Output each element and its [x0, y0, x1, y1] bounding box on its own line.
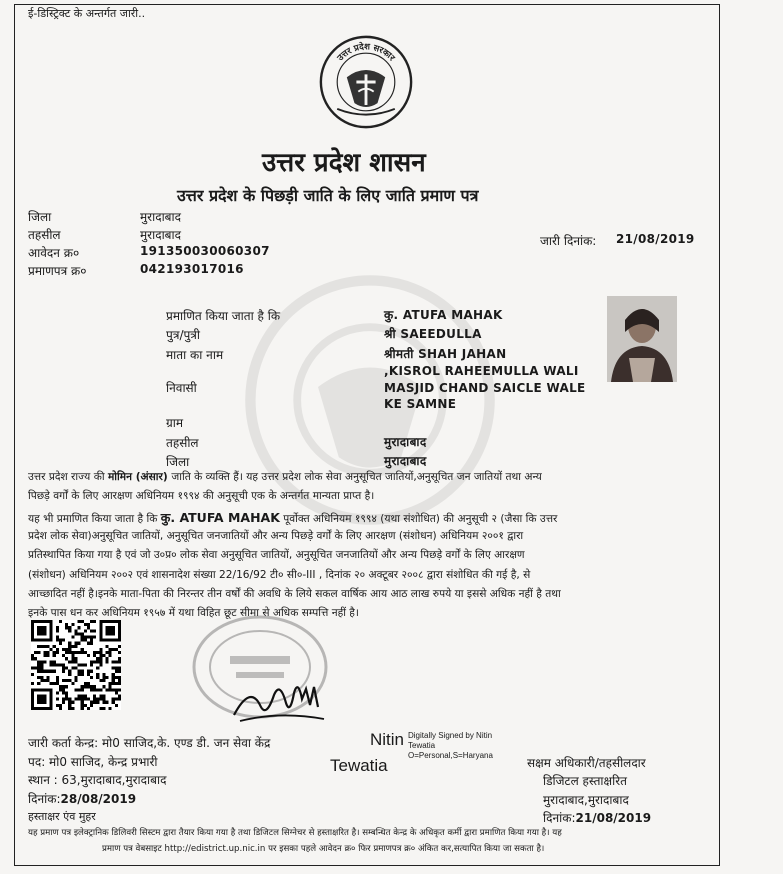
digital-sign-name-2: Tewatia — [330, 756, 388, 775]
paragraph-certify-line-6: इनके पास धन कर अधिनियम १९५७ में यथा विहित छूट सीमा से अधिक सम्पत्ति नहीं है। — [28, 607, 359, 619]
issuer-date-label: दिनांक: — [28, 792, 61, 806]
caste-name: मोमिन — [107, 471, 132, 483]
address-line-1: ,KISROL RAHEEMULLA WALI — [384, 364, 579, 378]
address-line-2: MASJID CHAND SAICLE WALE — [384, 381, 586, 395]
applicant-name: कु. ATUFA MAHAK — [384, 308, 503, 322]
issuer-post: पद: मो0 साजिद, केन्द्र प्रभारी — [28, 755, 158, 769]
village-label: ग्राम — [166, 416, 184, 430]
district-value: मुरादाबाद — [384, 454, 427, 468]
resident-label: निवासी — [166, 381, 197, 395]
paragraph-certify-line-3: प्रतिस्थापित किया गया है एवं जो उ०प्र० लोक सेवा अनुसूचित जातियों, अनुसूचित जनजातियों और अन्य पिछड़े वर्गों के लिए आरक्षण — [28, 549, 525, 561]
tehsil-value: मुरादाबाद — [384, 435, 427, 449]
issuer-place: स्थान : 63,मुरादाबाद,मुरादाबाद — [28, 773, 167, 787]
top-note: ई-डिस्ट्रिक्ट के अन्तर्गत जारी.. — [28, 7, 146, 20]
paragraph-certify-line-2: प्रदेश लोक सेवा)अनुसूचित जातियों, अनुसूचित जनजातियों और अन्य पिछड़े वर्गों के लिए आरक्षण (संशोधन) अधिनियम २००१ द्वारा — [28, 530, 524, 542]
footer-line-1: यह प्रमाण पत्र इलेक्ट्रानिक डिलिवरी सिस्टम द्वारा तैयार किया गया है तथा डिजिटल सिग्नेचर से हस्ताक्षरित है। सम्बन्धित केन्द्र के अधिकृत कर्मी द्वारा प्रमाणित किया गया है। यह — [28, 828, 562, 838]
para1-prefix: उत्तर प्रदेश राज्य की — [28, 471, 108, 483]
tehsil-label: तहसील — [166, 436, 199, 450]
digital-sign-signed-by-2: Tewatia — [408, 741, 436, 750]
issuer-signature-icon — [230, 675, 330, 730]
field-value-application-no: 191350030060307 — [140, 244, 270, 258]
paragraph-caste-line-1 — [28, 468, 710, 487]
paragraph-caste-line-2: पिछड़े वर्गों के लिए आरक्षण अधिनियम १९९४ की अनुसूची एक के अन्तर्गत मान्यता प्राप्त है। — [28, 490, 375, 502]
digital-sign-org: O=Personal,S=Haryana — [408, 751, 493, 760]
field-value-certificate-no: 042193017016 — [140, 262, 244, 276]
svg-text:उत्तर प्रदेश सरकार: उत्तर प्रदेश सरकार — [335, 42, 397, 64]
mother-name: श्रीमती SHAH JAHAN — [384, 347, 507, 361]
certificate-subtitle: उत्तर प्रदेश के पिछड़ी जाति के लिए जाति प्रमाण पत्र — [177, 186, 479, 205]
up-government-emblem-icon — [318, 34, 414, 130]
qr-code — [31, 620, 121, 710]
field-label-application-no: आवेदन क्र० — [28, 246, 80, 260]
relation-label: पुत्र/पुत्री — [166, 328, 201, 342]
authority-date-label: दिनांक: — [543, 811, 576, 825]
issuer-date — [28, 790, 136, 807]
field-label-certificate-no: प्रमाणपत्र क्र० — [28, 264, 87, 278]
caste-parenthetical: (अंसार) — [132, 471, 172, 483]
para2-suffix: पूर्वोक्त अधिनियम १९९४ (यथा संशोधित) की अनुसूची २ (जैसा कि उत्तर — [279, 513, 558, 525]
field-value-tehsil: मुरादाबाद — [140, 228, 182, 242]
issuer-date-value: 28/08/2019 — [60, 792, 137, 806]
issue-date-value: 21/08/2019 — [616, 232, 695, 246]
page-title: उत्तर प्रदेश शासन — [262, 148, 426, 178]
district-label: जिला — [166, 455, 190, 469]
father-name: श्री SAEEDULLA — [384, 327, 482, 341]
paragraph-certify-line-1 — [28, 508, 710, 529]
authority-place: मुरादाबाद,मुरादाबाद — [543, 793, 629, 807]
digital-sign-signed-by: Digitally Signed by Nitin — [408, 731, 493, 740]
mother-label: माता का नाम — [166, 348, 224, 362]
paragraph-certify-line-4: (संशोधन) अधिनियम २००२ एवं शासनादेश संख्या 22/16/92 टी० सी०-III , दिनांक २० अक्टूबर २००८ द्वारा संशोधित की गई है, से — [28, 569, 531, 581]
authority-title: सक्षम अधिकारी/तहसीलदार — [527, 756, 646, 770]
digital-sign-name-1: Nitin — [370, 730, 405, 749]
authority-date — [543, 809, 651, 826]
field-label-district: जिला — [28, 210, 52, 224]
field-value-district: मुरादाबाद — [140, 210, 182, 224]
para1-suffix: जाति के व्यक्ति हैं। यह उत्तर प्रदेश लोक सेवा अनुसूचित जातियों,अनुसूचित जन जातियों तथा अन्य — [171, 471, 542, 483]
authority-date-value: 21/08/2019 — [575, 811, 652, 825]
authority-sign: डिजिटल हस्ताक्षरित — [543, 774, 627, 788]
para2-applicant-name: कु. ATUFA MAHAK — [160, 510, 280, 525]
field-label-tehsil: तहसील — [28, 228, 61, 242]
footer-line-2: प्रमाण पत्र वेबसाइट http://edistrict.up.nic.in पर इसका पहले आवेदन क्र० फिर प्रमाणपत्र क्र० अंकित कर,सत्यापित किया जा सकता है। — [102, 844, 545, 854]
para2-prefix: यह भी प्रमाणित किया जाता है कि — [28, 513, 161, 525]
certified-label: प्रमाणित किया जाता है कि — [166, 309, 281, 323]
paragraph-certify-line-5: आच्छादित नहीं है।इनके माता-पिता की निरन्तर तीन वर्षों की अवधि के लिये सकल वार्षिक आय आठ लाख रुपये या इससे अधिक नहीं है तथा — [28, 588, 561, 600]
issue-date-label: जारी दिनांक: — [540, 234, 597, 248]
issuer-center: जारी कर्ता केन्द्र: मो0 साजिद,के. एण्ड डी. जन सेवा केंद्र — [28, 736, 271, 750]
address-line-3: KE SAMNE — [384, 397, 457, 411]
applicant-photo — [607, 296, 677, 382]
issuer-sign-label: हस्ताक्षर एंव मुहर — [28, 810, 96, 823]
